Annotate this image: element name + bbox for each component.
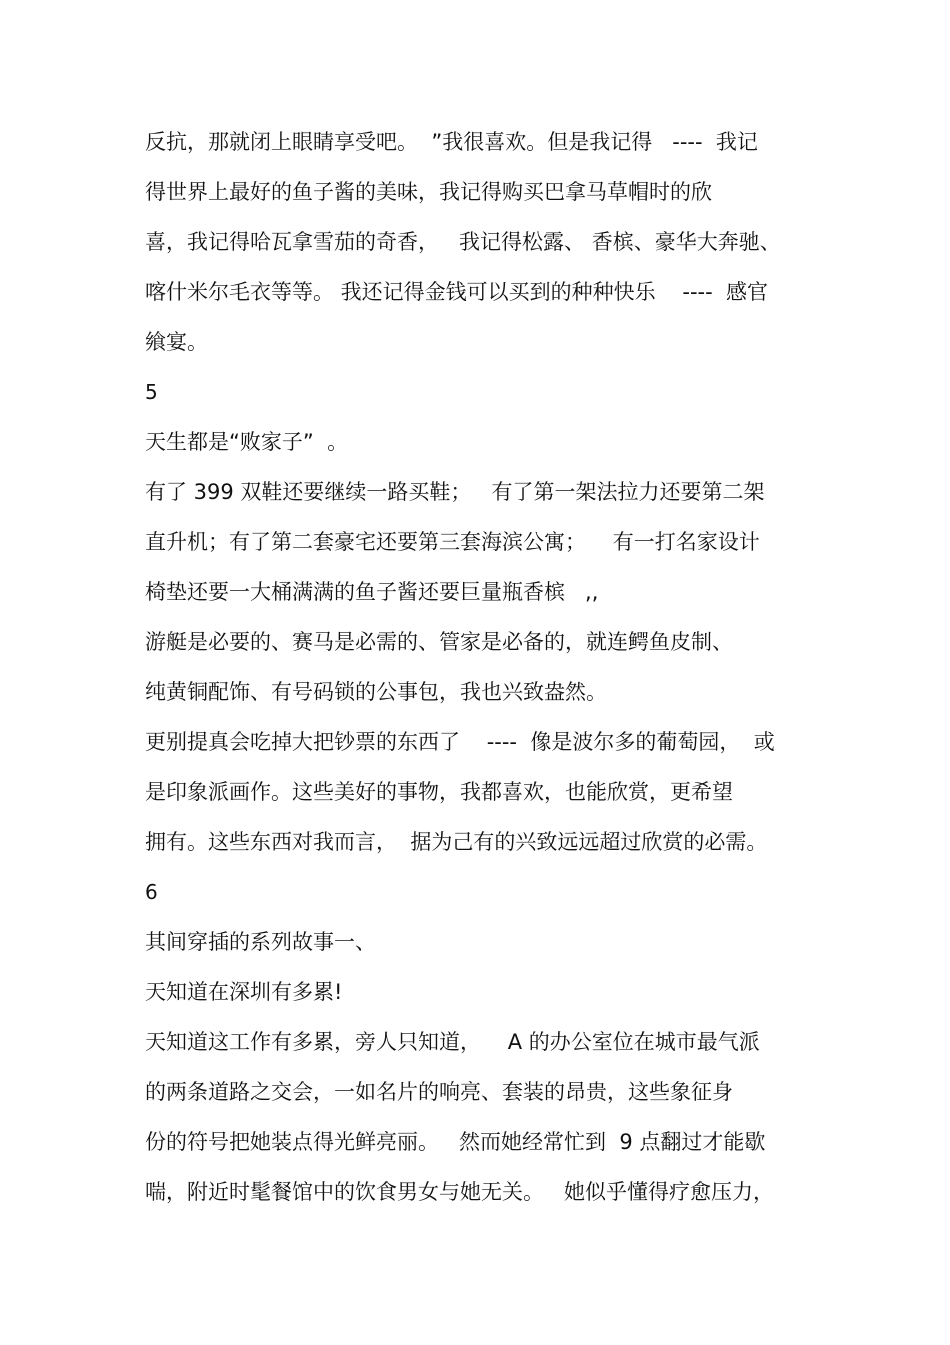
text-line-15: 拥有。这些东西对我而言， 据为己有的兴致远远超过欣赏的必需。: [145, 830, 768, 854]
text-line-10: 椅垫还要一大桶满满的鱼子酱还要巨量瓶香槟 ,,: [145, 580, 599, 604]
text-line-18: 天知道在深圳有多累!: [145, 980, 343, 1004]
text-line-11: 游艇是必要的、赛马是必需的、管家是必备的，就连鳄鱼皮制、: [145, 630, 733, 654]
text-line-12: 纯黄铜配饰、有号码锁的公事包，我也兴致盎然。: [145, 680, 607, 704]
text-line-20: 的两条道路之交会，一如名片的响亮、套装的昂贵，这些象征身: [145, 1080, 733, 1104]
text-line-1: 反抗，那就闭上眼睛享受吧。 ”我很喜欢。但是我记得 ---- 我记: [145, 130, 758, 154]
text-line-13: 更别提真会吃掉大把钞票的东西了 ---- 像是波尔多的葡萄园， 或: [145, 730, 775, 754]
text-line-2: 得世界上最好的鱼子酱的美味，我记得购买巴拿马草帽时的欣: [145, 180, 712, 204]
section-number-5: 5: [145, 380, 158, 404]
text-line-17: 其间穿插的系列故事一、: [145, 930, 376, 954]
text-line-5: 飨宴。: [145, 330, 208, 354]
text-line-9: 直升机；有了第二套豪宅还要第三套海滨公寓； 有一打名家设计: [145, 530, 760, 554]
text-line-7: 天生都是“败家子” 。: [145, 430, 349, 454]
text-line-22: 喘，附近时髦餐馆中的饮食男女与她无关。 她似乎懂得疗愈压力，: [145, 1180, 775, 1204]
text-line-19: 天知道这工作有多累，旁人只知道， A 的办公室位在城市最气派: [145, 1030, 760, 1054]
text-line-14: 是印象派画作。这些美好的事物，我都喜欢，也能欣赏，更希望: [145, 780, 733, 804]
text-line-4: 喀什米尔毛衣等等。 我还记得金钱可以买到的种种快乐 ---- 感官: [145, 280, 769, 304]
text-line-21: 份的符号把她装点得光鲜亮丽。 然而她经常忙到 9 点翻过才能歇: [145, 1130, 766, 1154]
text-line-8: 有了 399 双鞋还要继续一路买鞋； 有了第一架法拉力还要第二架: [145, 480, 765, 504]
section-number-6: 6: [145, 880, 158, 904]
text-line-3: 喜，我记得哈瓦拿雪茄的奇香， 我记得松露、 香槟、豪华大奔驰、: [145, 230, 781, 254]
